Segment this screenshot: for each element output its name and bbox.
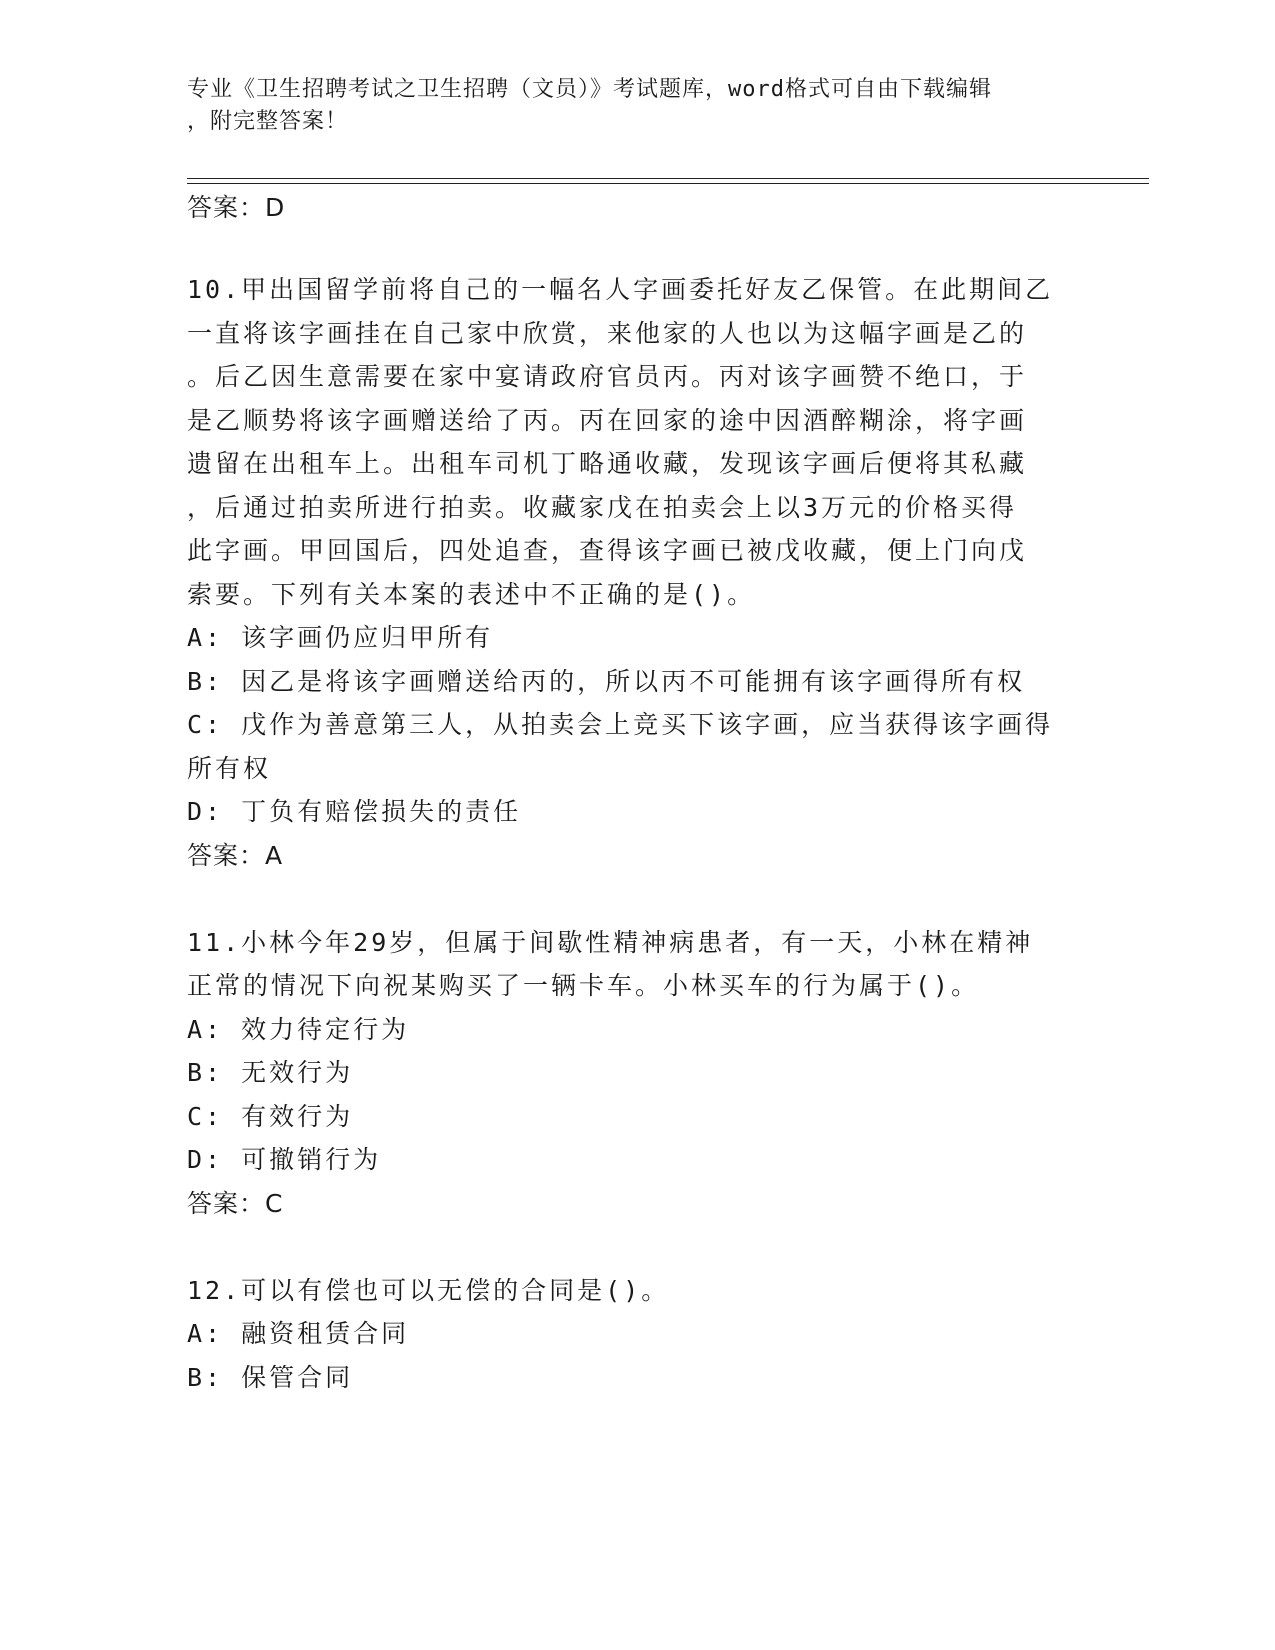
option-a: A: 融资租赁合同 — [187, 1319, 410, 1348]
option-b: B: 保管合同 — [187, 1363, 354, 1392]
question-text-line: 正常的情况下向祝某购买了一辆卡车。小林买车的行为属于()。 — [187, 971, 980, 1000]
document-header — [187, 74, 1067, 138]
question-text-line: 10.甲出国留学前将自己的一幅名人字画委托好友乙保管。在此期间乙 — [187, 275, 1054, 304]
question-text-line: 11.小林今年29岁，但属于间歇性精神病患者，有一天，小林在精神 — [187, 928, 1034, 957]
question-text-line: 。后乙因生意需要在家中宴请政府官员丙。丙对该字画赞不绝口，于 — [187, 362, 1028, 391]
question-text-line: 是乙顺势将该字画赠送给了丙。丙在回家的途中因酒醉糊涂，将字画 — [187, 406, 1028, 435]
option-c: C: 有效行为 — [187, 1102, 354, 1131]
option-d: D: 可撤销行为 — [187, 1145, 382, 1174]
question-text-line: ，后通过拍卖所进行拍卖。收藏家戊在拍卖会上以3万元的价格买得 — [187, 493, 1018, 522]
option-a: A: 该字画仍应归甲所有 — [187, 623, 494, 652]
question-text-line: 遗留在出租车上。出租车司机丁略通收藏，发现该字画后便将其私藏 — [187, 449, 1028, 478]
previous-answer: 答案：D — [187, 193, 286, 222]
header-divider-bottom — [187, 183, 1149, 184]
option-c: C: 戊作为善意第三人，从拍卖会上竞买下该字画，应当获得该字画得 — [187, 710, 1054, 739]
option-b: B: 因乙是将该字画赠送给丙的，所以丙不可能拥有该字画得所有权 — [187, 667, 1026, 696]
option-c-continued: 所有权 — [187, 754, 272, 783]
header-line-1: 专业《卫生招聘考试之卫生招聘（文员）》考试题库，word格式可自由下载编辑 — [187, 77, 992, 102]
option-b: B: 无效行为 — [187, 1058, 354, 1087]
question-text-line: 12.可以有偿也可以无偿的合同是()。 — [187, 1276, 670, 1305]
question-text-line: 索要。下列有关本案的表述中不正确的是()。 — [187, 580, 756, 609]
question-text-line: 此字画。甲回国后，四处追查，查得该字画已被戊收藏，便上门向戊 — [187, 536, 1028, 565]
header-line-2: ，附完整答案！ — [187, 109, 349, 134]
option-d: D: 丁负有赔偿损失的责任 — [187, 797, 522, 826]
header-divider-top — [187, 178, 1149, 179]
question-text-line: 一直将该字画挂在自己家中欣赏，来他家的人也以为这幅字画是乙的 — [187, 319, 1028, 348]
answer: 答案：C — [187, 1189, 284, 1218]
answer: 答案：A — [187, 841, 284, 870]
option-a: A: 效力待定行为 — [187, 1015, 410, 1044]
